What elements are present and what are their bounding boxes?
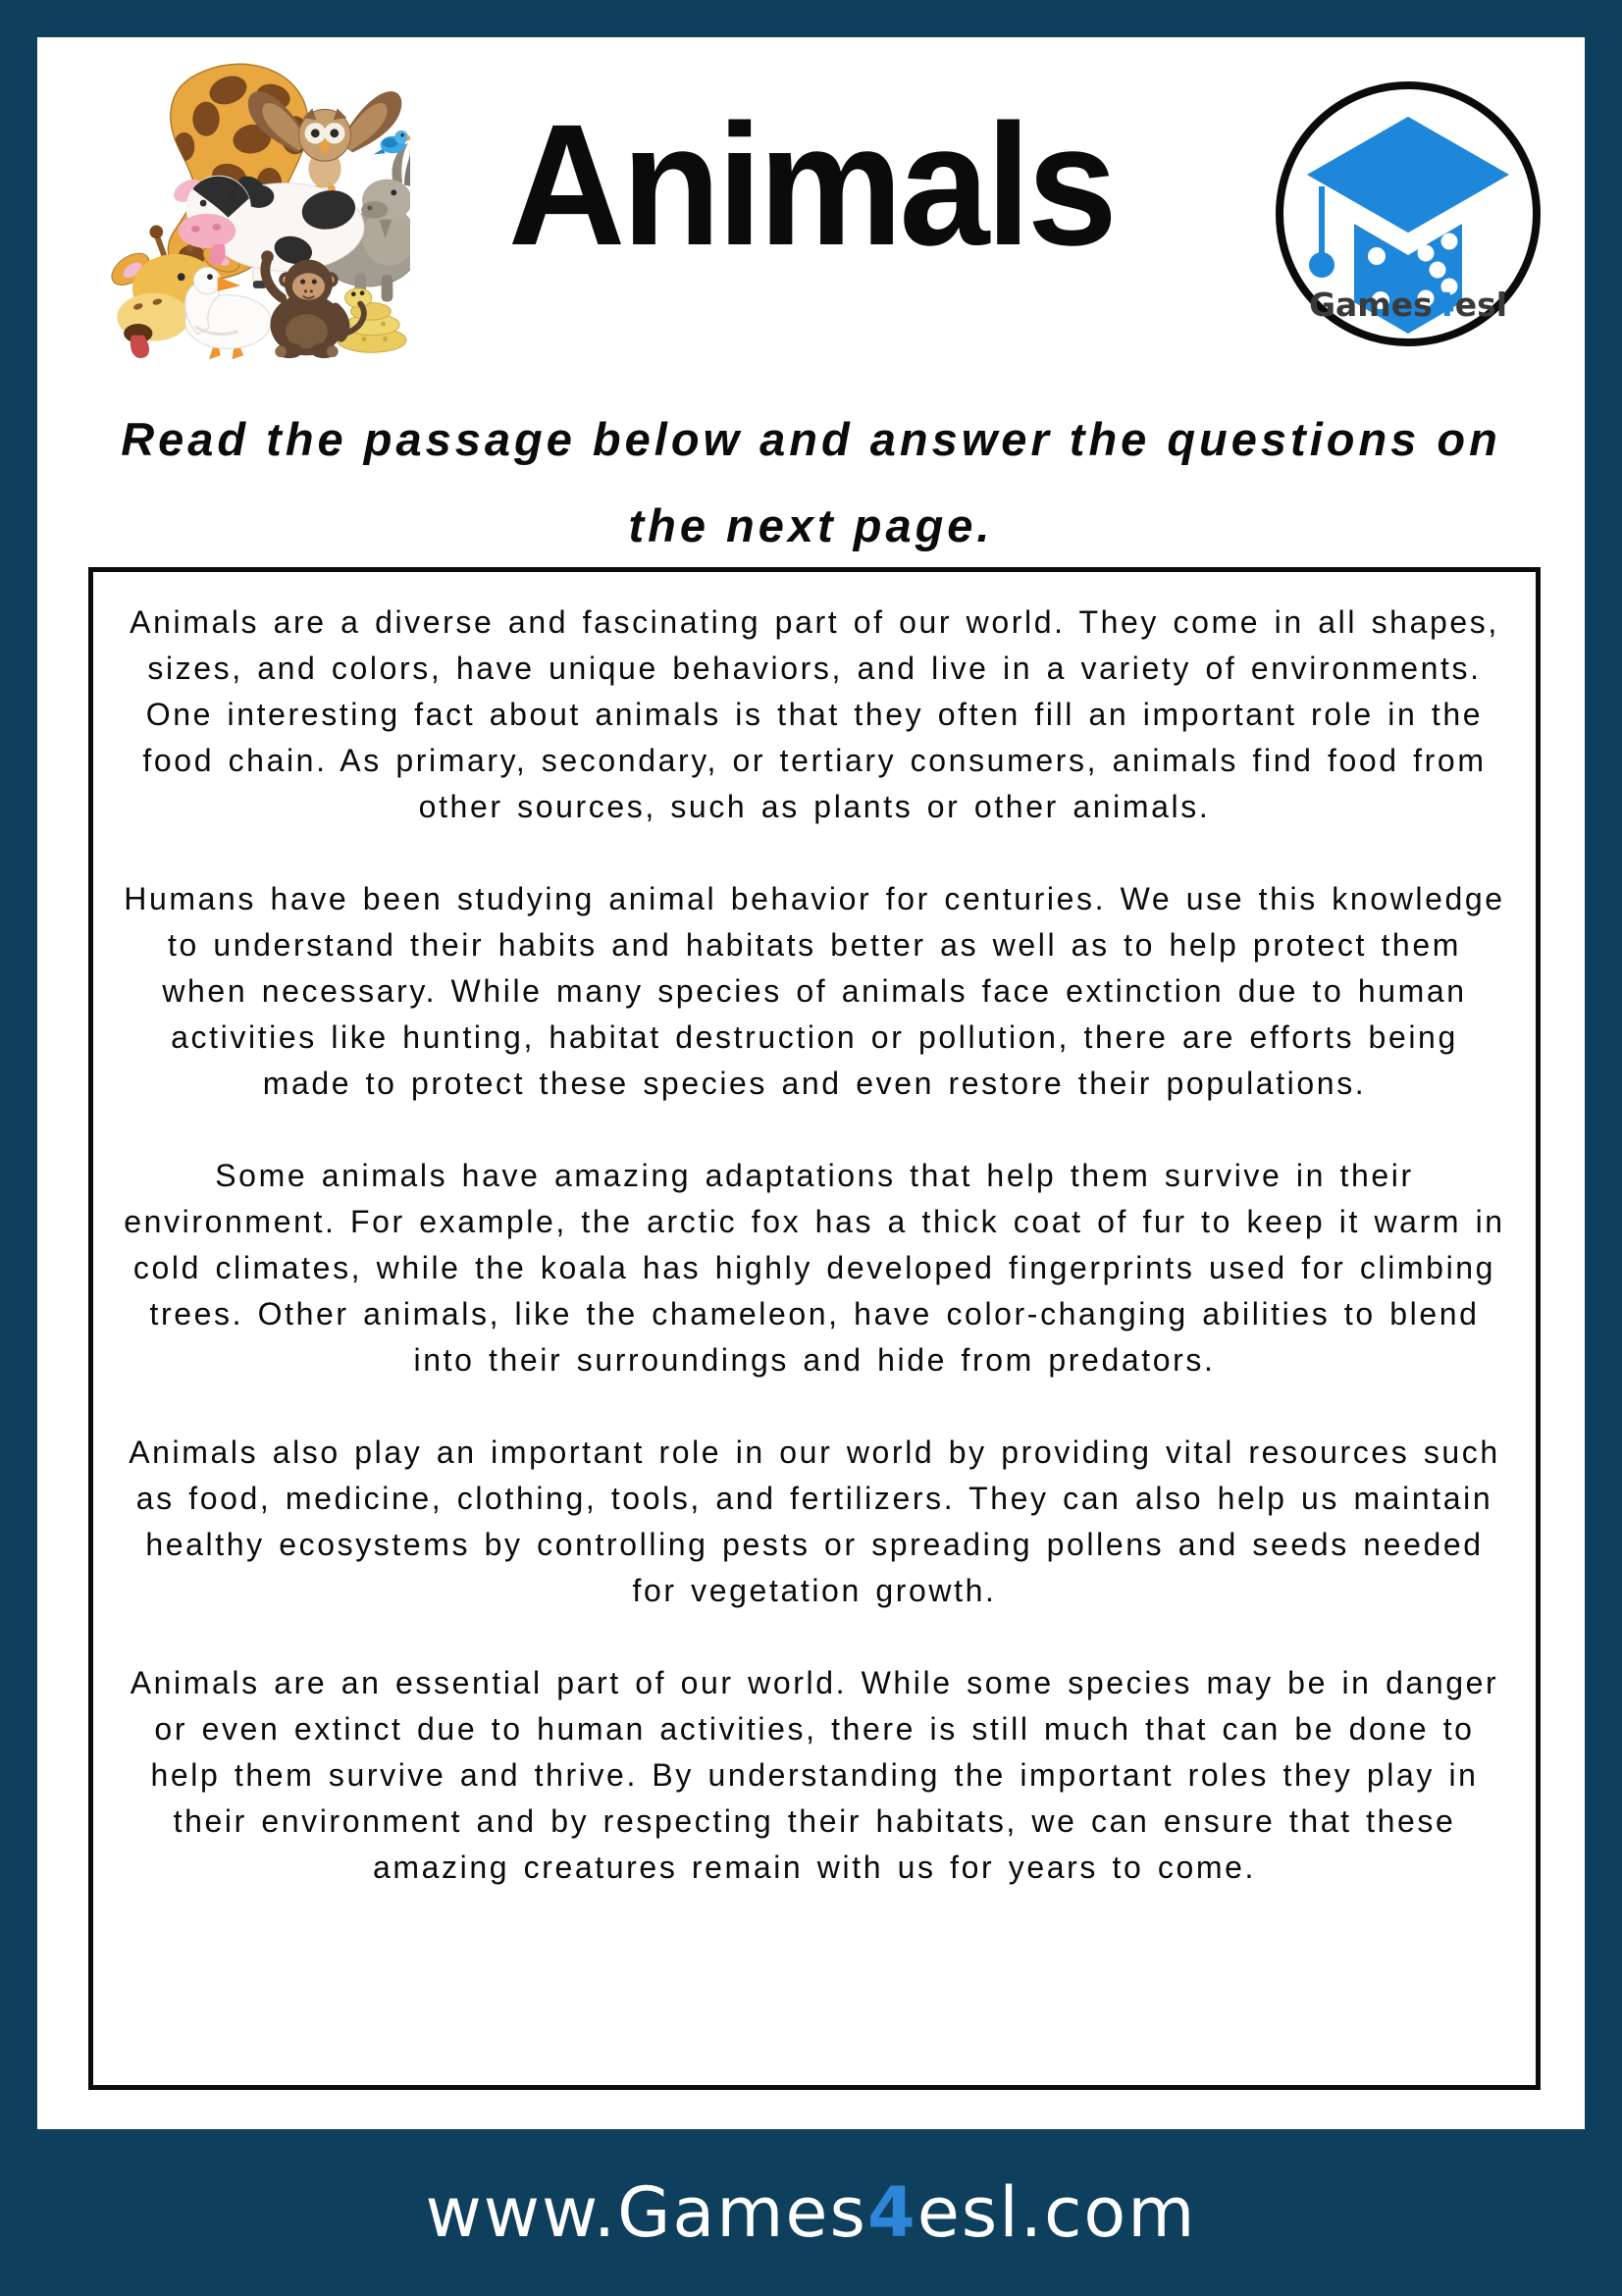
- worksheet-sheet: [37, 37, 1585, 2129]
- footer-url: [426, 2172, 1197, 2253]
- footer-url-suffix: esl.com: [916, 2172, 1197, 2253]
- passage-paragraph-5: Animals are an essential part of our world. While some species may be in danger or even extinct due to human activities, there is still much that can be done to help them survive and thrive. By understanding the important roles they play in their environment and by respecting their habitats, we can ensure that these amazing creatures remain with us for years to come.: [130, 1665, 1499, 1885]
- instructions-line-1: Read the passage below and answer the questions on: [121, 413, 1501, 465]
- passage-box: [88, 567, 1541, 2090]
- instructions-line-2: the next page.: [628, 499, 994, 551]
- logo-wordmark: Games4esl: [1308, 286, 1508, 324]
- passage-paragraph-2: Humans have been studying animal behavior for centuries. We use this knowledge to understand their habits and habitats better as well as to help protect them when necessary. While many species of animals face extinction due to human activities like hunting, habitat destruction or pollution, there are efforts being made to protect these species and even restore their populations.: [124, 881, 1505, 1101]
- instructions-text: [96, 396, 1526, 569]
- games4esl-logo: [1271, 77, 1545, 351]
- footer-bar: [0, 2129, 1622, 2296]
- passage-paragraph-3: Some animals have amazing adaptations that help them survive in their environment. For example, the arctic fox has a thick coat of fur to keep it warm in cold climates, while the koala has highly developed fingerprints used for climbing trees. Other animals, like the chameleon, have color-changing abilities to blend into their surroundings and hide from predators.: [124, 1158, 1505, 1378]
- page-title: Animals: [507, 89, 1115, 282]
- footer-url-accent: 4: [866, 2172, 917, 2253]
- footer-url-prefix: www.Games: [425, 2172, 867, 2253]
- passage-paragraph-4: Animals also play an important role in our world by providing vital resources such as food, medicine, clothing, tools, and fertilizers. They can also help us maintain healthy ecosystems by controlling pests or spreading pollens and seeds needed for vegetation growth.: [129, 1435, 1500, 1608]
- passage-paragraph-1: Animals are a diverse and fascinating part of our world. They come in all shapes, sizes, and colors, have unique behaviors, and live in a variety of environments. One interesting fact about animals is that they often fill an important role in the food chain. As primary, secondary, or tertiary consumers, animals find food from other sources, such as plants or other animals.: [130, 604, 1499, 824]
